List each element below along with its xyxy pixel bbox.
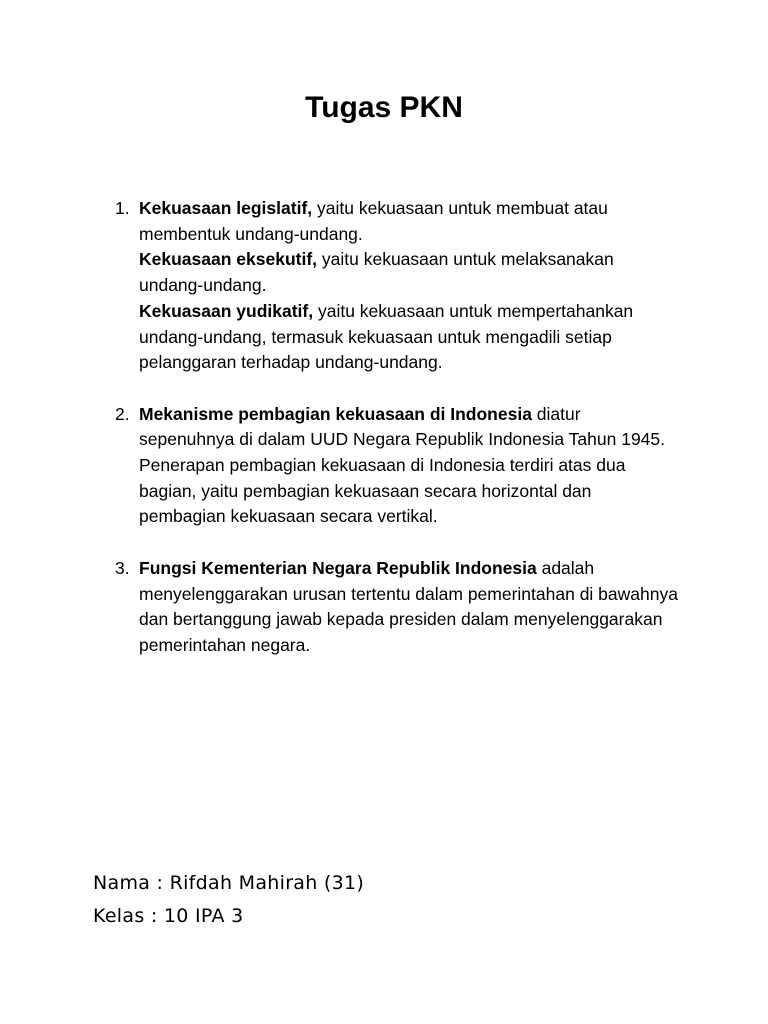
term-eksekutif: Kekuasaan eksekutif, bbox=[139, 249, 318, 270]
term-yudikatif: Kekuasaan yudikatif, bbox=[139, 300, 314, 321]
definition-fungsi: adalah menyelenggarakan urusan tertentu dalam pemerintahan di bawahnya dan bertanggung jawab kepada presiden dalam menyelenggarakan pemerintahan negara. bbox=[139, 557, 678, 655]
list-item-1 bbox=[115, 196, 679, 376]
item-number: 1. bbox=[115, 198, 130, 218]
term-legislatif: Kekuasaan legislatif, bbox=[139, 198, 313, 218]
answer-list bbox=[115, 196, 679, 684]
definition-yudikatif: yaitu kekuasaan untuk mempertahankan undang-undang, termasuk kekuasaan untuk mengadili setiap pelanggaran terhadap undang-undang. bbox=[139, 300, 634, 373]
definition-legislatif: yaitu kekuasaan untuk membuat atau membentuk undang-undang. bbox=[139, 198, 608, 244]
term-fungsi: Fungsi Kementerian Negara Republik Indonesia bbox=[139, 557, 537, 578]
paragraph-fungsi bbox=[139, 556, 679, 659]
paragraph-legislatif bbox=[139, 196, 679, 247]
term-mekanisme: Mekanisme pembagian kekuasaan di Indonesia bbox=[139, 403, 532, 424]
student-name: Nama : Rifdah Mahirah (31) bbox=[93, 872, 365, 894]
paragraph-yudikatif bbox=[139, 299, 679, 376]
list-item-2 bbox=[115, 402, 679, 531]
paragraph-mekanisme bbox=[139, 402, 679, 531]
student-class: Kelas : 10 IPA 3 bbox=[93, 905, 244, 927]
definition-eksekutif: yaitu kekuasaan untuk melaksanakan undang-undang. bbox=[139, 249, 614, 296]
item-number: 3. bbox=[115, 557, 130, 578]
page-title: Tugas PKN bbox=[305, 91, 463, 124]
item-number: 2. bbox=[115, 403, 130, 424]
list-item-3 bbox=[115, 556, 679, 659]
paragraph-eksekutif bbox=[139, 247, 679, 298]
definition-mekanisme: diatur sepenuhnya di dalam UUD Negara Republik Indonesia Tahun 1945. Penerapan pembagian kekuasaan di Indonesia terdiri atas dua bagian, yaitu pembagian kekuasaan secara horizontal dan pembagian kekuasaan secara vertikal. bbox=[139, 403, 665, 527]
